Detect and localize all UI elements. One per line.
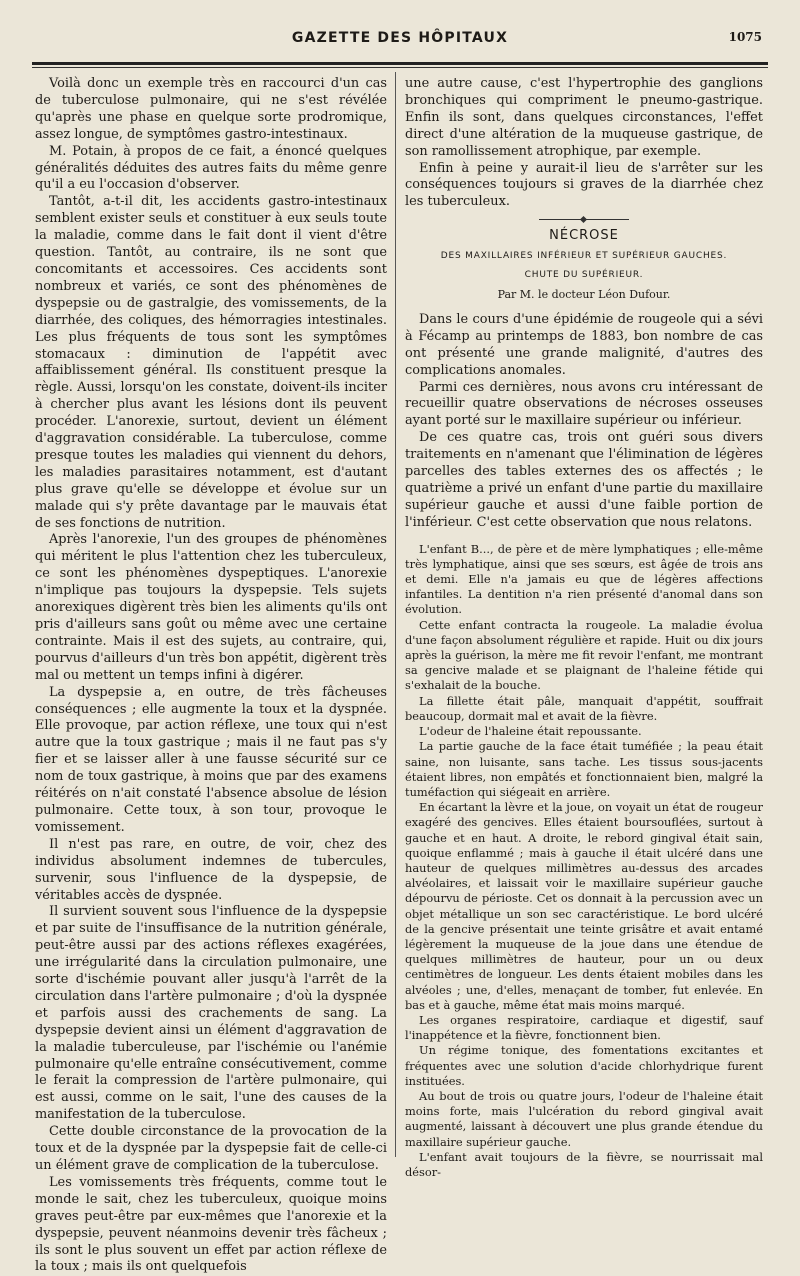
header-rule-thick — [32, 62, 768, 65]
paragraph: Dans le cours d'une épidémie de rougeole qui a sévi à Fécamp au printemps de 1883, bon nombre de cas ont présenté une grande malignité, d'autres des complications anomales. — [405, 311, 763, 378]
article-title: NÉCROSE — [549, 228, 619, 244]
paragraph: une autre cause, c'est l'hypertrophie des ganglions bronchiques qui compriment le pneumo-gastrique. Enfin ils sont, dans quelques circonstances, l'effet direct d'une altération de la muqueuse gastrique, de son ramollissement atrophique, par exemple. — [405, 76, 763, 159]
article-subtitle-2: CHUTE DU SUPÉRIEUR. — [524, 270, 644, 281]
header-rule-thin — [32, 67, 768, 68]
paragraph: De ces quatre cas, trois ont guéri sous divers traitements en n'amenant que l'élimination de légères parcelles des tables externes des os affectés ; le quatrième a privé un enfant d'une partie du maxillaire supérieur gauche et aussi d'une faible portion de l'inférieur. C'est cette observation que nous relatons. — [405, 430, 763, 530]
article-author: Par M. le docteur Léon Dufour. — [497, 287, 671, 301]
paragraph: L'enfant avait toujours de la fièvre, se nourrissait mal désor- — [405, 1149, 763, 1179]
section-separator — [539, 219, 629, 220]
paragraph: M. Potain, à propos de ce fait, a énoncé quelques généralités déduites des autres faits du même genre qu'il a eu l'occasion d'observer. — [35, 143, 387, 193]
paragraph: La dyspepsie a, en outre, de très fâcheuses conséquences ; elle augmente la toux et la dyspnée. Elle provoque, par action réflexe, une toux qui n'est autre que la toux gastrique ; mais il ne faut pas s'y fier et se laisser aller à une fausse sécurité sur ce nom de toux gastrique, à moins que par des examens réitérés on n'ait constaté l'absence absolue de lésion pulmonaire. Cette toux, à son tour, provoque le vomissement. — [35, 684, 387, 835]
page-header — [30, 30, 770, 60]
left-column — [35, 76, 387, 1275]
paragraph: L'odeur de l'haleine était repoussante. — [419, 724, 642, 739]
paragraph: Les vomissements très fréquents, comme tout le monde le sait, chez les tuberculeux, quoique moins graves peut-être par eux-mêmes que l'anorexie et la dyspepsie, peuvent néanmoins devenir très fâcheux ; ils sont le plus souvent un effet par action réflexe de la toux ; mais ils ont quelquefois — [35, 1174, 387, 1275]
paragraph: Cette enfant contracta la rougeole. La maladie évolua d'une façon absolument régulière et rapide. Huit ou dix jours après la guérison, la mère me fit revoir l'enfant, me montrant sa gencive malade et se plaignant de l'haleine fétide qui s'exhalait de la bouche. — [405, 617, 763, 693]
paragraph: Après l'anorexie, l'un des groupes de phénomènes qui méritent le plus l'attention chez les tuberculeux, ce sont les phénomènes dyspeptiques. L'anorexie n'implique pas toujours la dyspepsie. Tels sujets anorexiques digèrent très bien les aliments qu'ils ont pris d'ailleurs sans goût ou même avec une certaine contrainte. Mais il est des sujets, au contraire, qui, pourvus d'ailleurs d'un très bon appétit, digèrent très mal ou mettent un temps infini à digérer. — [35, 532, 387, 683]
paragraph: En écartant la lèvre et la joue, on voyait un état de rougeur exagéré des gencives. Elles étaient boursouflées, surtout à gauche et en haut. A droite, le rebord gingival était sain, quoique enflammé ; mais à gauche il était ulcéré dans une hauteur de quelques millimètres au-dessus des arcades alvéolaires, et laissait voir le maxillaire supérieur gauche dépourvu de périoste. Cet os donnait à la percussion avec un objet métallique un son sec caractéristique. Le bord ulcéré de la gencive présentait une teinte grisâtre et avait entamé légèrement la muqueuse de la joue dans une étendue de quelques millimètres de hauteur, pour un ou deux centimètres de longueur. Les dents étaient mobiles dans les alvéoles ; une, d'elles, menaçant de tomber, fut enlevée. En bas et à gauche, même état mais moins marqué. — [405, 800, 763, 1012]
paragraph: Les organes respiratoire, cardiaque et digestif, sauf l'inappétence et la fièvre, fonctionnent bien. — [405, 1012, 763, 1043]
paragraph: La partie gauche de la face était tuméfiée ; la peau était saine, non luisante, sans tache. Les tissus sous-jacents étaient libres, non empâtés et fonctionnaient bien, malgré la tuméfaction qui siégeait en arrière. — [405, 739, 763, 799]
paragraph: Il n'est pas rare, en outre, de voir, chez des individus absolument indemnes de tubercules, survenir, sous l'influence de la dyspepsie, de véritables accès de dyspnée. — [35, 836, 387, 903]
paragraph: Un régime tonique, des fomentations excitantes et fréquentes avec une solution d'acide chlorhydrique furent instituées. — [405, 1043, 763, 1088]
observation-text — [405, 542, 763, 1181]
paragraph: Au bout de trois ou quatre jours, l'odeur de l'haleine était moins forte, mais l'ulcération du rebord gingival avait augmenté, laissant à découvert une plus grande étendue du maxillaire supérieur gauche. — [405, 1088, 763, 1149]
paragraph: L'enfant B..., de père et de mère lymphatiques ; elle-même très lymphatique, ainsi que ses sœurs, est âgée de trois ans et demi. Elle n'a jamais eu que de légères affections infantiles. La dentition n'a rien présenté d'anomal dans son évolution. — [405, 541, 763, 617]
column-divider — [395, 72, 396, 1157]
article-subtitle: DES MAXILLAIRES INFÉRIEUR ET SUPÉRIEUR GAUCHES. — [440, 251, 728, 262]
paragraph: Voilà donc un exemple très en raccourci d'un cas de tuberculose pulmonaire, qui ne s'est révélée qu'après une phase en quelque sorte prodromique, assez longue, de symptômes gastro-intestinaux. — [35, 76, 387, 142]
page-number: 1075 — [728, 30, 762, 44]
journal-title: GAZETTE DES HÔPITAUX — [291, 30, 509, 46]
paragraph: Cette double circonstance de la provocation de la toux et de la dyspnée par la dyspepsie fait de celle-ci un élément grave de complication de la tuberculose. — [35, 1124, 387, 1173]
paragraph: Parmi ces dernières, nous avons cru intéressant de recueillir quatre observations de nécroses osseuses ayant porté sur le maxillaire supérieur ou inférieur. — [405, 379, 763, 429]
paragraph: Tantôt, a-t-il dit, les accidents gastro-intestinaux semblent exister seuls et constituer à eux seuls toute la maladie, comme dans le fait dont il vient d'être question. Tantôt, au contraire, ils ne sont que concomitants et accessoires. Ces accidents sont nombreux et variés, ce sont des phénomènes de dyspepsie ou de gastralgie, des vomissements, de la diarrhée, des coliques, des hémorragies intestinales. Les plus fréquents de tous sont les symptômes stomacaux : diminution de l'appétit avec affaiblissement général. Ils constituent presque la règle. Aussi, lorsqu'on les constate, doivent-ils inciter à chercher plus avant les lésions dont ils peuvent procéder. L'anorexie, surtout, devient un élément d'aggravation considérable. La tuberculose, comme presque toutes les maladies qui viennent du dehors, les maladies parasitaires notamment, est d'autant plus grave qu'elle se développe et évolue sur un malade qui s'y prête davantage par le mauvais état de ses fonctions de nutrition. — [35, 194, 387, 531]
paragraph: Il survient souvent sous l'influence de la dyspepsie et par suite de l'insuffisance de la nutrition générale, peut-être aussi par des actions réflexes exagérées, une irrégularité dans la circulation pulmonaire, une sorte d'ischémie pouvant aller jusqu'à l'arrêt de la circulation dans l'artère pulmonaire ; d'où la dyspnée et parfois aussi des crachements de sang. La dyspepsie devient ainsi un élément d'aggravation de la maladie tuberculeuse, par l'ischémie ou l'anémie pulmonaire qu'elle entraîne consécutivement, comme le ferait la compression de l'artère pulmonaire, qui est aussi, comme on le sait, l'une des causes de la manifestation de la tuberculose. — [35, 904, 387, 1123]
right-column — [405, 76, 763, 1179]
paragraph: La fillette était pâle, manquait d'appétit, souffrait beaucoup, dormait mal et avait de la fièvre. — [405, 693, 763, 723]
paragraph: Enfin à peine y aurait-il lieu de s'arrêter sur les conséquences toujours si graves de la diarrhée chez les tuberculeux. — [405, 160, 763, 210]
